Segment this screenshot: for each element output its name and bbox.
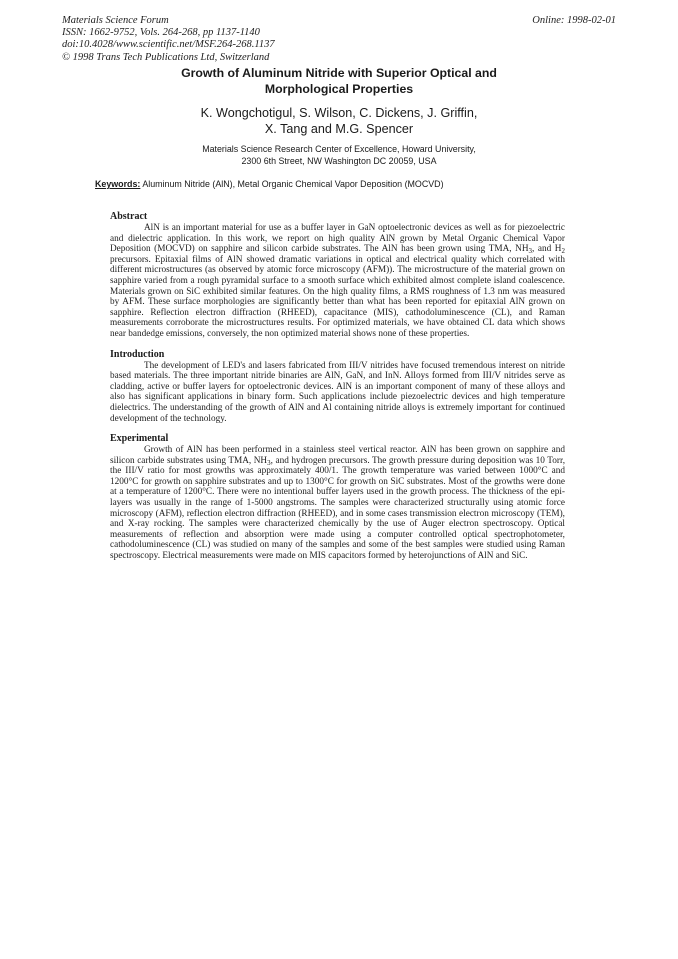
abstract-text-part-3: precursors. Epitaxial films of AlN showed dramatic variations in optical and electrical quality which correlated with different microstructures (as observed by atomic force microscopy (AFM)). The microstructure of the material grown on sapphire varied from a rough pyramidal surface to a smooth surface which exhibited almost complete island coalescence. Materials grown on SiC exhibited similar features. On the high quality films, a RMS roughness of 1.3 nm was measured by AFM. These surface morphologies are significantly better than what has been reported for epitaxial AlN grown on sapphire. Reflection electron diffraction (RHEED), capacitance (MIS), cathodoluminescence (CL), and Raman measurements corroborate the microstructures results. For optimized materials, we have obtained CL data which shows near bandedge emissions, conversely, the non optimized material shows none of these properties. [110, 254, 565, 339]
abstract-text-part-1: AlN is an important material for use as a buffer layer in GaN optoelectronic devices as well as for piezoelectric and dielectric application. In this work, we report on high quality AlN grown by Metal Organic Chemical Vapor Deposition (MOCVD) on sapphire and silicon carbide substrates. The AlN has been grown using TMA, NH [110, 223, 565, 255]
authors-line-2: X. Tang and M.G. Spencer [264, 122, 414, 136]
title-line-1: Growth of Aluminum Nitride with Superior Optical and [181, 66, 497, 80]
affiliation [100, 143, 578, 167]
abstract-text-part-2: , and H [532, 244, 562, 255]
keywords-text: Aluminum Nitride (AlN), Metal Organic Chemical Vapor Deposition (MOCVD) [140, 179, 444, 189]
journal-info [62, 15, 462, 64]
affiliation-line-2: 2300 6th Street, NW Washington DC 20059, USA [241, 156, 437, 166]
online-date: Online: 1998-02-01 [532, 15, 616, 26]
subscript: 3 [528, 247, 532, 256]
title-line-2: Morphological Properties [264, 81, 414, 96]
subscript: 2 [561, 247, 565, 256]
journal-doi: doi:10.4028/www.scientific.net/MSF.264-268.1137 [62, 39, 275, 51]
authors [100, 105, 578, 137]
abstract-heading: Abstract [110, 211, 148, 222]
paper-title [100, 66, 578, 97]
journal-issn: ISSN: 1662-9752, Vols. 264-268, pp 1137-1140 [62, 27, 260, 39]
keywords-label: Keywords: [95, 179, 141, 189]
keywords [95, 178, 595, 190]
experimental-heading: Experimental [110, 433, 169, 445]
introduction-heading: Introduction [110, 348, 165, 360]
introduction-section [110, 349, 565, 425]
authors-line-1: K. Wongchotigul, S. Wilson, C. Dickens, J. Griffin, [200, 106, 478, 120]
journal-name: Materials Science Forum [62, 15, 169, 26]
subscript: 3 [267, 458, 271, 467]
journal-copyright: © 1998 Trans Tech Publications Ltd, Switzerland [62, 51, 270, 63]
experimental-text-part-1: Growth of AlN has been performed in a stainless steel vertical reactor. AlN has been grown on sapphire and silicon carbide substrates using TMA, NH [110, 445, 565, 466]
paper-body [110, 211, 565, 571]
experimental-text [110, 445, 565, 562]
introduction-text: The development of LED's and lasers fabricated from III/V nitrides have focused tremendous interest on nitride based materials. The three important nitride binaries are AlN, GaN, and InN. Alloys formed from III/V nitrides serve as cladding, active or buffer layers for optoelectronic devices. AlN is an important component of many of these alloys and also has significant applications in binary form. Such applications include piezoelectric devices and high temperature dielectrics. The understanding of the growth of AlN and Al containing nitride alloys is extremely important for continued development of the technology. [110, 360, 565, 424]
abstract-section [110, 211, 565, 340]
abstract-text [110, 223, 565, 340]
affiliation-line-1: Materials Science Research Center of Excellence, Howard University, [202, 144, 476, 154]
experimental-section [110, 433, 565, 562]
experimental-text-part-2: , and hydrogen precursors. The growth pressure during deposition was 10 Torr, the III/V ratio for most growths was approximately 400/1. The growth temperature was varied between 1000°C and 1200°C for growth on sapphire substrates and up to 1300°C for growth on SiC substrates. Most of the growths were done at a temperature of 1200°C. There were no intentional buffer layers used in the growth process. The thickness of the epi-layers was usually in the range of 1-5000 angstroms. The samples were characterized structurally using atomic force microscopy (AFM), reflection electron diffraction (RHEED), and in some cases transmission electron microscopy (TEM), and X-ray rocking. The samples were characterized chemically by the use of Auger electron spectroscopy. Optical measurements of reflection and absorption were made using a computer controlled optical spectrophotometer, cathodoluminescence (CL) was studied on many of the samples and some of the best samples were studied using Raman spectroscopy. Electrical measurements were made on MIS capacitors formed by heterojunctions of AlN and SiC. [110, 455, 566, 562]
